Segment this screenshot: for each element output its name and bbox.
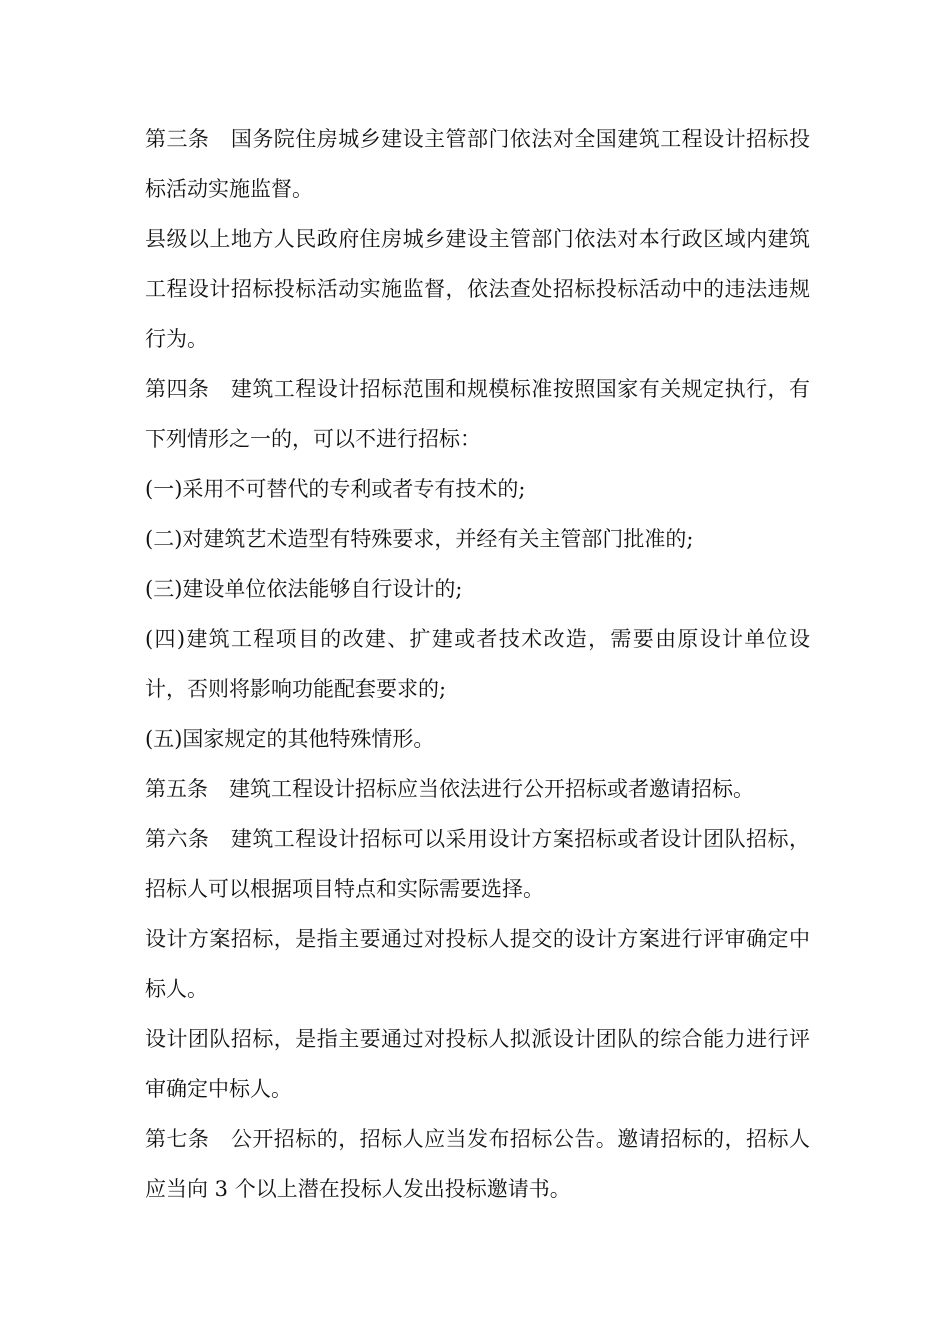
list-item-1: (一)采用不可替代的专利或者专有技术的; xyxy=(145,477,526,501)
paragraph-local-supervision: 县级以上地方人民政府住房城乡建设主管部门依法对本行政区域内建筑工程设计招标投标活动实施监督，依法查处招标投标活动中的违法违规行为。 xyxy=(145,227,810,351)
paragraph-article-7: 第七条 公开招标的，招标人应当发布招标公告。邀请招标的，招标人应当向 3 个以上潜在投标人发出投标邀请书。 xyxy=(145,1127,810,1201)
paragraph-design-team-bidding: 设计团队招标，是指主要通过对投标人拟派设计团队的综合能力进行评审确定中标人。 xyxy=(145,1027,810,1101)
paragraph-article-5: 第五条 建筑工程设计招标应当依法进行公开招标或者邀请招标。 xyxy=(145,777,754,801)
list-item-4: (四)建筑工程项目的改建、扩建或者技术改造，需要由原设计单位设计，否则将影响功能配套要求的; xyxy=(145,627,810,701)
list-item-5: (五)国家规定的其他特殊情形。 xyxy=(145,727,435,751)
document-body xyxy=(145,114,810,1214)
list-item-2: (二)对建筑艺术造型有特殊要求，并经有关主管部门批准的; xyxy=(145,527,694,551)
list-item-3: (三)建设单位依法能够自行设计的; xyxy=(145,577,463,601)
paragraph-article-3: 第三条 国务院住房城乡建设主管部门依法对全国建筑工程设计招标投标活动实施监督。 xyxy=(145,127,810,201)
paragraph-article-6: 第六条 建筑工程设计招标可以采用设计方案招标或者设计团队招标，招标人可以根据项目特点和实际需要选择。 xyxy=(145,827,810,901)
paragraph-design-scheme-bidding: 设计方案招标，是指主要通过对投标人提交的设计方案进行评审确定中标人。 xyxy=(145,927,810,1001)
paragraph-article-4: 第四条 建筑工程设计招标范围和规模标准按照国家有关规定执行，有下列情形之一的，可以不进行招标： xyxy=(145,377,810,451)
